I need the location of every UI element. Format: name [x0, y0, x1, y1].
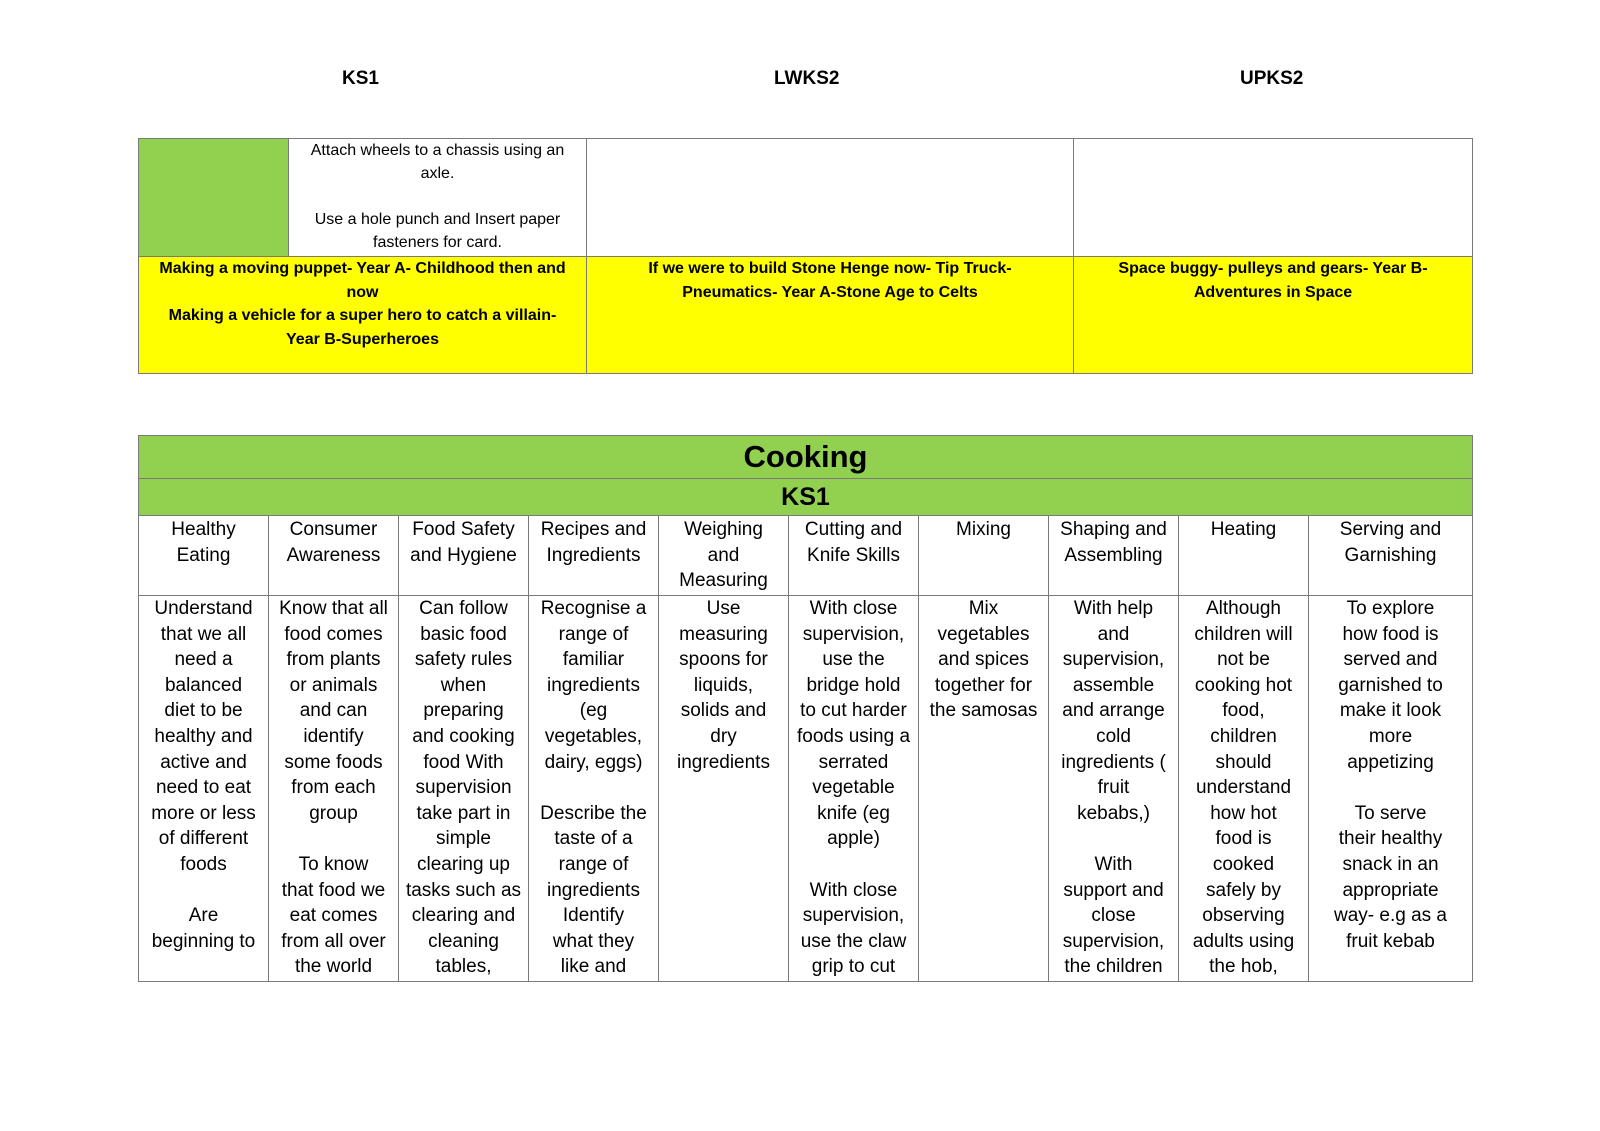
body-line: how food is	[1342, 623, 1439, 645]
cooking-column-heading	[919, 516, 1049, 596]
header-lwks2: LWKS2	[774, 68, 840, 89]
body-line: what they	[552, 930, 635, 952]
body-line: With	[1094, 853, 1133, 875]
body-line: dairy, eggs)	[544, 751, 643, 773]
body-line: appropriate	[1342, 879, 1439, 901]
body-line: should	[1215, 751, 1272, 773]
heading-line: Measuring	[679, 570, 768, 592]
body-line: food With	[423, 751, 504, 773]
body-line: children	[1210, 725, 1277, 747]
body-line: ingredients	[547, 674, 640, 696]
body-line: their healthy	[1338, 828, 1443, 850]
body-line: from plants	[286, 649, 381, 671]
body-line: With close	[809, 879, 898, 901]
body-line: range of	[558, 853, 629, 875]
cell-content	[1311, 596, 1470, 980]
skills-note-line: fasteners for card.	[373, 234, 502, 251]
cell-content	[921, 596, 1046, 980]
skills-note-gap	[297, 185, 578, 208]
body-line: like and	[560, 956, 627, 978]
body-line: and spices	[938, 649, 1029, 671]
cooking-column-body	[659, 596, 789, 982]
body-line: safety rules	[414, 649, 513, 671]
upks2-projects-cell	[1074, 257, 1473, 374]
body-line: identify	[303, 725, 364, 747]
heading-line: Shaping and	[1060, 519, 1167, 540]
cooking-column-heading	[269, 516, 399, 596]
body-line: To explore	[1346, 598, 1435, 619]
body-gap	[271, 826, 396, 852]
cooking-title: Cooking	[139, 436, 1473, 479]
cell-content	[1051, 596, 1176, 980]
body-line: balanced	[164, 674, 243, 696]
skills-note-line: Use a hole punch and Insert paper	[314, 211, 561, 228]
cooking-column-heading	[399, 516, 529, 596]
body-line: supervision,	[802, 623, 905, 645]
project-line: Adventures in Space	[1193, 283, 1353, 301]
heading-line: and	[707, 544, 740, 566]
body-line: assemble	[1072, 674, 1155, 696]
body-line: grip to cut	[811, 956, 896, 978]
heading-line: Healthy	[171, 519, 236, 540]
body-line: supervision,	[1062, 649, 1165, 671]
body-line: vegetables	[937, 623, 1030, 645]
body-line: eat comes	[289, 905, 378, 927]
heading-line: Awareness	[286, 544, 381, 566]
skills-note-cell	[289, 139, 587, 257]
body-line: some foods	[284, 751, 383, 773]
body-line: more or less	[151, 802, 256, 824]
heading-line: and Hygiene	[410, 544, 517, 566]
body-line: snack in an	[1342, 853, 1439, 875]
cooking-column-body	[529, 596, 659, 982]
body-line: from all over	[281, 930, 386, 952]
lwks2-projects-cell	[587, 257, 1074, 374]
body-line: support and	[1063, 879, 1164, 901]
body-line: clearing up	[417, 853, 510, 875]
body-line: the samosas	[929, 700, 1038, 722]
cooking-column-heading	[529, 516, 659, 596]
body-line: and can	[299, 700, 368, 722]
body-line: fruit	[1097, 777, 1130, 799]
project-line: If we were to build Stone Henge now- Tip Truck-	[648, 260, 1012, 277]
body-line: measuring	[679, 623, 768, 645]
project-line: Space buggy- pulleys and gears- Year B-	[1118, 260, 1428, 277]
body-line: clearing and	[411, 905, 516, 927]
projects-row	[139, 257, 1473, 374]
skills-note-line: axle.	[420, 165, 455, 182]
body-line: use the claw	[800, 930, 907, 952]
cooking-table	[138, 435, 1473, 982]
heading-line: Ingredients	[546, 544, 641, 566]
body-line: tables,	[435, 956, 492, 978]
body-line: healthy and	[154, 725, 253, 747]
cooking-column-body	[269, 596, 399, 982]
body-line: close	[1091, 905, 1136, 927]
lwks2-skills-cell	[587, 139, 1074, 257]
heading-line: Mixing	[956, 519, 1011, 540]
body-line: supervision,	[802, 905, 905, 927]
body-line: vegetable	[812, 777, 895, 799]
body-line: Understand	[154, 598, 253, 619]
body-line: make it look	[1339, 700, 1442, 722]
body-line: group	[309, 802, 358, 824]
project-line: now	[346, 283, 379, 301]
design-technology-table	[138, 138, 1473, 374]
body-line: more	[1368, 725, 1413, 747]
body-line: Use	[706, 598, 741, 619]
body-line: To serve	[1354, 802, 1427, 824]
body-line: and	[1097, 623, 1130, 645]
cooking-column-heading	[1309, 516, 1473, 596]
body-line: need a	[174, 649, 233, 671]
body-line: of different	[158, 828, 249, 850]
cooking-column-body	[1049, 596, 1179, 982]
body-line: Identify	[562, 905, 625, 927]
cell-content	[401, 596, 526, 980]
body-line: tasks such as	[405, 879, 522, 901]
body-line: knife (eg	[817, 802, 890, 824]
skills-note-line: Attach wheels to a chassis using an	[310, 142, 565, 159]
body-line: serrated	[818, 751, 889, 773]
body-line: kebabs,)	[1077, 802, 1150, 824]
body-line: understand	[1195, 777, 1292, 799]
cell-content	[531, 596, 656, 980]
body-line: when	[440, 674, 487, 696]
heading-line: Serving and	[1339, 519, 1442, 540]
heading-line: Cutting and	[804, 519, 903, 540]
cooking-title-row	[139, 436, 1473, 479]
cooking-body-row	[139, 596, 1473, 982]
body-line: and arrange	[1062, 700, 1165, 722]
body-line: Describe the	[540, 802, 647, 824]
body-line: simple	[436, 828, 491, 850]
body-line: appetizing	[1347, 751, 1434, 773]
heading-line: Food Safety	[412, 519, 515, 540]
body-line: foods using a	[796, 725, 911, 747]
cooking-column-body	[919, 596, 1049, 982]
body-line: basic food	[420, 623, 507, 645]
body-line: together for	[934, 674, 1033, 696]
body-line: cooked	[1212, 853, 1275, 875]
body-line: ingredients (	[1061, 751, 1166, 773]
body-line: how hot	[1210, 802, 1277, 824]
body-gap	[531, 775, 656, 801]
body-line: preparing	[423, 700, 504, 722]
body-line: spoons for	[679, 649, 768, 671]
heading-line: Weighing	[684, 519, 763, 540]
cooking-column-body	[399, 596, 529, 982]
body-line: fruit kebab	[1346, 930, 1435, 952]
body-gap	[1051, 826, 1176, 852]
cooking-column-body	[1179, 596, 1309, 982]
body-line: that we all	[160, 623, 247, 645]
body-line: the children	[1064, 956, 1163, 978]
body-line: dry	[710, 725, 737, 747]
body-line: to cut harder	[800, 700, 907, 722]
heading-line: Eating	[176, 544, 231, 566]
body-line: taste of a	[554, 828, 633, 850]
body-line: liquids,	[693, 674, 754, 696]
body-line: ingredients	[677, 751, 770, 773]
body-line: Can follow	[419, 598, 508, 619]
body-line: supervision	[415, 777, 512, 799]
body-line: To know	[298, 853, 369, 875]
project-line: Year B-Superheroes	[286, 330, 439, 348]
header-ks1: KS1	[342, 68, 379, 89]
body-line: not be	[1217, 649, 1270, 671]
body-line: served and	[1343, 649, 1438, 671]
body-line: ingredients	[547, 879, 640, 901]
green-label-cell	[139, 139, 289, 257]
body-line: and cooking	[412, 725, 515, 747]
body-line: bridge hold	[806, 674, 901, 696]
body-line: the hob,	[1209, 956, 1278, 978]
cooking-column-heading	[1049, 516, 1179, 596]
project-line: Pneumatics- Year A-Stone Age to Celts	[682, 283, 978, 301]
heading-line: Heating	[1210, 519, 1277, 540]
body-line: cold	[1096, 725, 1131, 747]
cooking-column-heading	[789, 516, 919, 596]
heading-line: Recipes and	[540, 519, 647, 540]
body-line: the world	[294, 956, 373, 978]
body-line: adults using	[1192, 930, 1295, 952]
body-line: Are	[188, 905, 219, 927]
cooking-subtitle-row	[139, 479, 1473, 516]
body-line: Although	[1205, 598, 1281, 619]
cooking-column-body	[139, 596, 269, 982]
body-line: observing	[1202, 905, 1285, 927]
body-line: familiar	[562, 649, 625, 671]
heading-line: Assembling	[1064, 544, 1163, 566]
cell-content	[1181, 596, 1306, 980]
cell-content	[271, 596, 396, 980]
body-gap	[141, 878, 266, 904]
body-line: food,	[1222, 700, 1265, 722]
body-line: Recognise a	[540, 598, 647, 619]
body-gap	[1311, 775, 1470, 801]
cell-content	[141, 596, 266, 980]
cooking-column-body	[789, 596, 919, 982]
body-line: (eg	[579, 700, 608, 722]
body-line: from each	[291, 777, 376, 799]
heading-line: Garnishing	[1344, 544, 1437, 566]
body-line: need to eat	[155, 777, 252, 799]
body-line: vegetables,	[544, 725, 643, 747]
body-line: garnished to	[1338, 674, 1443, 696]
cooking-column-body	[1309, 596, 1473, 982]
body-line: active and	[160, 751, 247, 773]
body-line: use the	[822, 649, 885, 671]
body-line: food comes	[284, 623, 383, 645]
body-line: way- e.g as a	[1334, 905, 1447, 927]
project-line: Making a moving puppet- Year A- Childhood then and	[159, 260, 566, 277]
cooking-column-heading	[659, 516, 789, 596]
ks1-projects-cell	[139, 257, 587, 374]
body-line: solids and	[680, 700, 767, 722]
cell-content	[791, 596, 916, 980]
body-line: range of	[558, 623, 629, 645]
body-line: With close	[809, 598, 898, 619]
cooking-column-heading	[1179, 516, 1309, 596]
project-line: Making a vehicle for a super hero to catch a villain-	[168, 307, 557, 324]
cooking-subtitle: KS1	[139, 479, 1473, 516]
body-line: diet to be	[164, 700, 243, 722]
body-line: With help	[1073, 598, 1154, 619]
cell-content	[661, 596, 786, 980]
body-line: take part in	[416, 802, 511, 824]
upks2-skills-cell	[1074, 139, 1473, 257]
body-gap	[791, 852, 916, 878]
body-line: cooking hot	[1194, 674, 1293, 696]
heading-line: Consumer	[289, 519, 378, 540]
body-line: Mix	[968, 598, 999, 619]
heading-line: Knife Skills	[807, 544, 900, 566]
cooking-heading-row	[139, 516, 1473, 596]
body-line: cleaning	[428, 930, 499, 952]
body-line: safely by	[1206, 879, 1281, 901]
body-line: supervision,	[1062, 930, 1165, 952]
body-line: foods	[180, 853, 227, 875]
cooking-column-heading	[139, 516, 269, 596]
header-upks2: UPKS2	[1240, 68, 1304, 89]
body-line: that food we	[281, 879, 386, 901]
body-line: children will	[1194, 623, 1293, 645]
skills-row	[139, 139, 1473, 257]
body-line: food is	[1215, 828, 1272, 850]
body-line: or animals	[289, 674, 378, 696]
body-line: beginning to	[151, 930, 256, 952]
body-line: apple)	[827, 828, 880, 850]
body-line: Know that all	[279, 598, 388, 619]
